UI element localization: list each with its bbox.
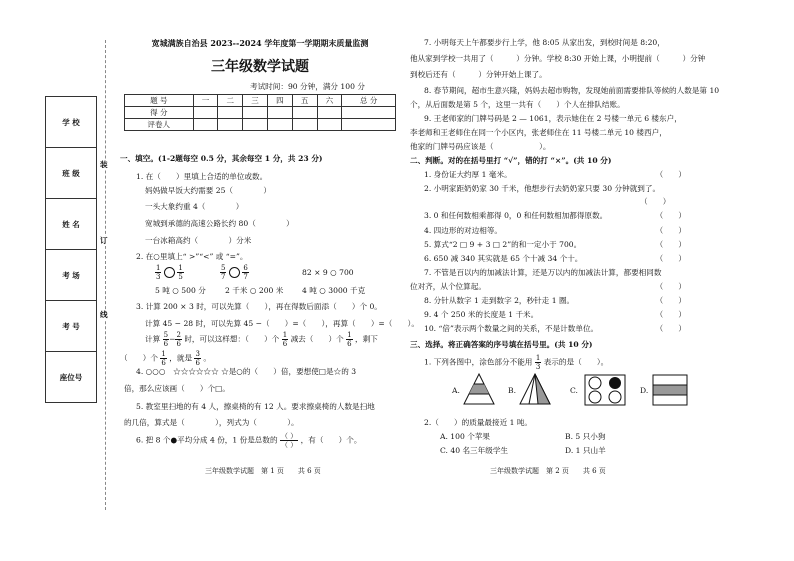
answer-paren[interactable]: （ ） [640, 197, 671, 206]
score-header: 总 分 [342, 95, 396, 107]
option-a-label: A. [452, 386, 460, 395]
section-2-heading: 二、判断。对的在括号里打 “√”，错的打 “×”。(共 10 分) [410, 156, 612, 165]
section-1-heading: 一、填空。(1-2题每空 0.5 分，其余每空 1 分，共 23 分) [120, 154, 323, 163]
judge-9: 9. 4 个 250 米的长度是 1 千米。 （ ） [424, 310, 686, 319]
answer-paren[interactable]: （ ） [655, 324, 686, 333]
choice-2b: B. 5 只小狗 [565, 432, 606, 441]
answer-paren[interactable]: （ ） [655, 226, 686, 235]
choice-2a: A. 100 个苹果 [440, 432, 491, 441]
seat-label: 座位号 [46, 352, 97, 403]
question-9a: 9. 王老师家的门牌号码是 2 — 1061，表示她住在 2 号楼一单元 6 楼东户， [424, 114, 682, 123]
compare-circle[interactable] [229, 267, 240, 278]
score-row-label: 得 分 [125, 107, 194, 119]
school-label: 学 校 [46, 97, 97, 148]
question-5: 5. 教室里扫地的有 4 人，擦桌椅的有 12 人。要求擦桌椅的人数是扫地 [136, 402, 375, 411]
judge-7: 7. 不管是百以内的加减法计算，还是万以内的加减法计算，都要相同数 [424, 268, 662, 277]
compare-2: $\frac{5}{7}$ $\frac{6}{7}$ [221, 264, 248, 281]
score-header: 五 [292, 95, 317, 107]
circles-grid-figure [584, 374, 626, 406]
judge-10: 10. “倍”表示两个数量之间的关系，不是计数单位。 （ ） [424, 324, 686, 333]
score-header: 三 [243, 95, 268, 107]
page-footer-left: 三年级数学试题 第 1 页 共 6 页 [205, 467, 321, 475]
choice-2d: D. 1 只山羊 [565, 446, 606, 455]
binding-char-1: 装 [100, 160, 108, 169]
answer-paren[interactable]: （ ） [655, 282, 686, 291]
judge-4: 4. 四边形的对边相等。 （ ） [424, 226, 686, 235]
exam-number-label: 考 号 [46, 301, 97, 352]
option-d-label: D. [640, 386, 649, 395]
triangle-layers-figure [462, 372, 496, 406]
title-line: 宽城满族自治县 2023--2024 学年度第一学期期末质量监测 [151, 38, 369, 48]
score-header: 一 [193, 95, 218, 107]
score-header: 题 号 [125, 95, 194, 107]
student-info-box [45, 96, 97, 403]
question-4b: 倍，那么应该画（ ）个□。 [124, 384, 230, 393]
binding-char-2: 订 [100, 236, 108, 245]
section-3-heading: 三、选择。将正确答案的序号填在括号里。(共 10 分) [410, 340, 593, 349]
answer-paren[interactable]: （ ） [655, 170, 686, 179]
apple-icon: ● [170, 435, 178, 445]
choice-1: 1. 下列各图中，涂色部分不能用 $\frac{1}{3}$ 表示的是（ ）。 [424, 354, 609, 371]
answer-paren[interactable]: （ ） [655, 240, 686, 249]
question-8a: 8. 春节期间，超市生意兴隆，妈妈去超市购物，发现她前面需要排队等候的人数是第 10 [424, 86, 720, 95]
score-header: 六 [317, 95, 342, 107]
question-1a: 妈妈做早饭大约需要 25（ ） [145, 186, 271, 195]
choice-2: 2.（ ）的质量最接近 1 吨。 [424, 418, 533, 427]
class-label: 班 级 [46, 148, 97, 199]
score-table [124, 94, 396, 131]
question-9c: 他家的门牌号码应该是（ ）。 [410, 142, 551, 151]
compare-5: 2 千米 ○ 200 米 [225, 286, 284, 295]
option-b-label: B. [508, 386, 516, 395]
question-7c: 到校后还有（ ）分钟开始上课了。 [410, 70, 547, 79]
choice-2c: C. 40 名三年级学生 [440, 446, 509, 455]
score-header: 四 [267, 95, 292, 107]
score-header: 二 [218, 95, 243, 107]
question-1c: 宽城到承德的高速公路长约 80（ ） [145, 219, 294, 228]
question-3c: 计算 $\frac{5}{6}$ − $\frac{2}{6}$ 时，可以这样想：（ ）个 $\frac{1}{6}$ 减去（ ）个 $\frac{1}{6}$ ，剩下 [145, 331, 378, 348]
question-3d: （ ）个 $\frac{1}{6}$ ，就是 $\frac{3}{6}$ 。 [120, 350, 211, 367]
exam-room-label: 考 场 [46, 250, 97, 301]
bars-figure [652, 374, 688, 406]
answer-paren[interactable]: （ ） [655, 254, 686, 263]
judge-8: 8. 分针从数字 1 走到数字 2，秒针走 1 圈。 （ ） [424, 296, 686, 305]
option-c-label: C. [570, 386, 578, 395]
answer-paren[interactable]: （ ） [655, 296, 686, 305]
judge-6: 6. 650 减 340 其实就是 65 个十减 34 个十。 （ ） [424, 254, 686, 263]
answer-paren[interactable]: （ ） [655, 310, 686, 319]
compare-4: 5 吨 ○ 500 分 [155, 286, 206, 295]
binding-dashed-line [105, 40, 106, 510]
triangle-split-figure [518, 372, 552, 406]
binding-char-3: 线 [100, 310, 108, 319]
judge-7b: 位对齐，从个位算起。 （ ） [410, 282, 686, 291]
question-9b: 李老师和王老师住在同一个小区内，张老师住在 11 号楼二单元 10 楼西户， [410, 128, 667, 137]
answer-paren[interactable]: （ ） [655, 211, 686, 220]
question-7a: 7. 小明每天上午都要步行上学，他 8:05 从家出发，到校时间是 8:20， [424, 38, 665, 47]
compare-circle[interactable] [164, 267, 175, 278]
question-1: 1. 在（ ）里填上合适的单位或数。 [136, 172, 268, 181]
page-title: 三年级数学试题 [211, 59, 309, 75]
question-4: 4. ○○○ ☆☆☆☆☆☆ ☆是○的（ ）倍，要想使□是☆的 3 [136, 367, 357, 376]
question-3b: 计算 45 − 28 时，可以先算 45 −（ ）=（ ），再算（ ）=（ ）。 [145, 319, 419, 328]
question-3a: 3. 计算 200 × 3 时，可以先算（ ），再在得数后面添（ ）个 0。 [136, 302, 382, 311]
page-footer-right: 三年级数学试题 第 2 页 共 6 页 [490, 467, 606, 475]
question-1b: 一头大象约重 4（ ） [145, 202, 244, 211]
question-7b: 他从家到学校一共用了（ ）分钟。学校 8:30 开始上课，小明提前（ ）分钟 [410, 54, 706, 63]
question-8b: 个，从后面数是第 5 个，这里一共有（ ）个人在排队结账。 [410, 100, 625, 109]
judge-1: 1. 身份证大约厚 1 毫米。 （ ） [424, 170, 686, 179]
judge-2: 2. 小明家距奶奶家 30 千米，他想步行去奶奶家只要 30 分钟就到了。 [424, 184, 661, 193]
name-label: 姓 名 [46, 199, 97, 250]
compare-3: 82 × 9 ○ 700 [302, 268, 354, 277]
compare-6: 4 吨 ○ 3000 千克 [302, 286, 366, 295]
question-5b: 的几倍，算式是（ ），列式为（ ）。 [124, 418, 299, 427]
judge-3: 3. 0 和任何数相乘都得 0，0 和任何数相加都得原数。 （ ） [424, 211, 686, 220]
compare-1: $\frac{1}{3}$ $\frac{1}{5}$ [156, 264, 183, 281]
question-1d: 一台冰箱高约（ ）分米 [145, 236, 252, 245]
question-2: 2. 在○里填上“ >”“<” 或 “=”。 [136, 252, 248, 261]
exam-info: 考试时间：90 分钟，满分 100 分 [250, 82, 365, 91]
grader-row-label: 评卷人 [125, 119, 194, 131]
question-6: 6. 把 8 个●平均分成 4 份，1 份是总数的 $\frac{( )}{( )}$ ，有（ ）个。 [136, 432, 362, 449]
judge-5: 5. 算式“2 □ 9 + 3 □ 2”的和一定小于 700。 （ ） [424, 240, 686, 249]
